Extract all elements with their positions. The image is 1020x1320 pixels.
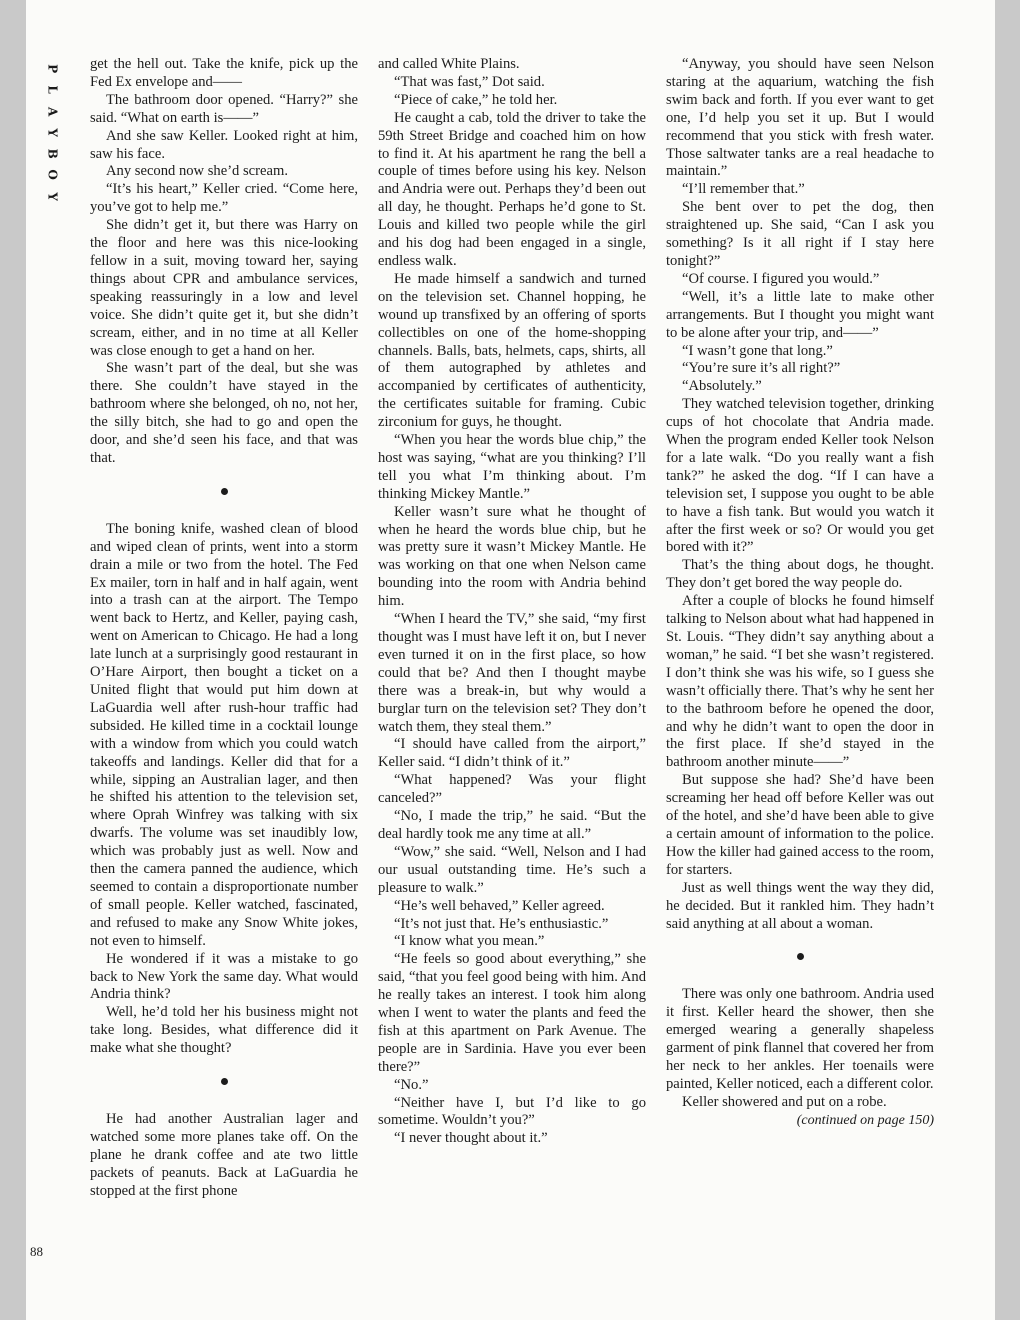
paragraph: “It’s not just that. He’s enthusiastic.” <box>394 915 609 932</box>
paragraph: “You’re sure it’s all right?” <box>682 360 841 377</box>
text-column-2 <box>378 56 646 1148</box>
paragraph: They watched television together, drinking cups of hot chocolate that Andria made. When the program ended Keller took Nelson for a late walk. “Do you really want a fish tank?” he asked the dog. “If I can have a television set, I suppose you ought to be able to have a fish tank. But would you watch it after the first week or so? Or would you get bored with it?” <box>666 396 934 556</box>
text-column-1 <box>90 56 358 1201</box>
paragraph: “I wasn’t gone that long.” <box>682 342 833 359</box>
brand-letter: O <box>45 169 60 181</box>
brand-letter: A <box>45 106 60 116</box>
paragraph: “It’s his heart,” Keller cried. “Come here, you’ve got to help me.” <box>90 181 358 216</box>
paragraph: He had another Australian lager and watched some more planes take off. On the plane he drank coffee and ate two little packets of peanuts. Back at LaGuardia he stopped at the first phone <box>90 1111 358 1199</box>
brand-letter: Y <box>45 128 60 137</box>
paragraph: But suppose she had? She’d have been screaming her head off before Keller was out of the hotel, and she’d have been able to give a certain amount of information to the police. How the killer had gained access to the room, for starters. <box>666 772 934 878</box>
paragraph: He made himself a sandwich and turned on the television set. Channel hopping, he wound up transfixed by an offering of sports collectibles on one of the home-shopping channels. Balls, bats, helmets, caps, shirts, all of them autographed by athletes and accompanied by certificates of authenticity, the certificates suitable for framing. Cubic zirconium for guys, he thought. <box>378 270 646 431</box>
paragraph: “Anyway, you should have seen Nelson staring at the aquarium, watching the fish swim back and forth. If you ever want to get one, I’d help you set it up. But I would recommend that you stick with fresh water. Those saltwater tanks are a real headache to maintain.” <box>666 56 934 180</box>
paragraph: “Neither have I, but I’d like to go sometime. Wouldn’t you?” <box>378 1094 646 1129</box>
text-column-3 <box>666 56 934 1130</box>
paragraph: “When I heard the TV,” she said, “my first thought was I must have left it on, but I never even turned it on in the first place, so how could that be? And then I thought maybe there was a break-in, but why would a burglar turn on the television set? They don’t watch them, they steal them.” <box>378 611 646 735</box>
paragraph: The boning knife, washed clean of blood and wiped clean of prints, went into a storm drain a mile or two from the hotel. The Fed Ex mailer, torn in half and in half again, went into a trash can at the airport. The Tempo went back to Hertz, and Keller, paying cash, went on American to Chicago. He had a long late lunch at a surprisingly good restaurant in O’Hare Airport, then bought a ticket on a United flight that would put him down at LaGuardia well after rush-hour traffic had subsided. He killed time in a cocktail lounge with a window from which you could watch takeoffs and landings. Keller did that for a while, sipping an Australian lager, and then he shifted his attention to the television set, where Oprah Winfrey was talking with six dwarfs. The volume was set inaudibly low, which was probably just as well. Now and then the camera panned the audience, which seemed to contain a disproportionate number of small people. Keller watched, fascinated, and refused to make any Snow White jokes, not even to himself. <box>90 520 358 949</box>
paragraph: Just as well things went the way they did, he decided. But it rankled him. They hadn’t said anything at all about a woman. <box>666 879 934 932</box>
paragraph: There was only one bathroom. Andria used it first. Keller heard the shower, then she emerged wearing a generally shapeless garment of pink flannel that covered her from her neck to her ankles. Her toenails were painted, Keller noticed, each a different color. <box>666 986 934 1092</box>
paragraph: “I know what you mean.” <box>394 933 545 950</box>
paragraph: That’s the thing about dogs, he thought. They don’t get bored the way people do. <box>666 557 934 592</box>
paragraph: “Piece of cake,” he told her. <box>394 91 558 108</box>
paragraph: “No.” <box>394 1076 429 1093</box>
paragraph: “Of course. I figured you would.” <box>682 270 880 287</box>
paragraph: get the hell out. Take the knife, pick up the Fed Ex envelope and—— <box>90 56 358 90</box>
paragraph: “No, I made the trip,” he said. “But the deal hardly took me any time at all.” <box>378 808 646 842</box>
paragraph: She didn’t get it, but there was Harry on the floor and here was this nice-looking fellow in a suit, moving toward her, saying things about CPR and ambulance services, speaking reassuringly in a low and level voice. She didn’t quite get it, but she didn’t scream, either, and in no time at all Keller was close enough to get a hand on her. <box>90 217 358 359</box>
section-break-bullet <box>90 468 358 521</box>
section-break-bullet <box>666 933 934 986</box>
paragraph: “I should have called from the airport,” Keller said. “I didn’t think of it.” <box>378 736 646 771</box>
paragraph: Any second now she’d scream. <box>106 163 288 180</box>
magazine-brand-vertical <box>44 58 60 207</box>
paragraph: After a couple of blocks he found himself talking to Nelson about what had happened in St. Louis. “They didn’t say anything about a woman,” he said. “I bet she wasn’t registered. I don’t think she was his wife, so I guess she wasn’t officially there. That’s why he sent her to the bathroom before he opened the door, and why he didn’t want to open the door in the first place. If she’d stayed in the bathroom another minute——” <box>666 593 935 771</box>
continued-note: (continued on page 150) <box>796 1112 934 1128</box>
paragraph: “Well, it’s a little late to make other arrangements. But I thought you might want to be alone after your trip, and——” <box>666 288 934 341</box>
brand-letter: P <box>45 64 60 74</box>
magazine-page <box>26 0 995 1320</box>
paragraph: “I’ll remember that.” <box>682 181 805 198</box>
section-break-bullet <box>90 1058 358 1111</box>
paragraph: “What happened? Was your flight canceled?” <box>378 772 646 807</box>
brand-letter: L <box>45 85 60 95</box>
paragraph: He wondered if it was a mistake to go back to New York the same day. What would Andria think? <box>90 950 358 1003</box>
paragraph: “When you hear the words blue chip,” the host was saying, “what are you thinking? I’ll tell you what I’m thinking about. I’m thinking Mickey Mantle.” <box>378 432 646 502</box>
brand-letter: Y <box>45 192 60 201</box>
paragraph: Keller wasn’t sure what he thought of when he heard the words blue chip, but he was pretty sure it wasn’t Mickey Mantle. He was working on that one when Nelson came bounding into the room with Andria behind him. <box>378 503 646 610</box>
paragraph: He caught a cab, told the driver to take the 59th Street Bridge and coached him on how to find it. At his apartment he rang the bell a couple of times before using his key. Nelson and Andria were out. Perhaps they’d been out all day, he thought. Perhaps he’d gone to St. Louis and killed two people while the girl and his dog had been engaged in a single, endless walk. <box>378 109 646 269</box>
paragraph: “Absolutely.” <box>682 378 762 395</box>
paragraph: and called White Plains. <box>378 56 520 72</box>
paragraph: “He feels so good about everything,” she said, “that you feel good being with him. And he really takes an interest. I took him along when I went to water the plants and feed the fish at this apartment on Park Avenue. The people are in Sardinia. Have you ever been there?” <box>378 951 646 1075</box>
paragraph: The bathroom door opened. “Harry?” she said. “What on earth is——” <box>90 91 358 126</box>
paragraph: “I never thought about it.” <box>394 1130 548 1147</box>
brand-letter: B <box>45 148 60 159</box>
paragraph: Keller showered and put on a robe. <box>682 1093 887 1110</box>
paragraph: “That was fast,” Dot said. <box>394 73 545 90</box>
paragraph: She bent over to pet the dog, then straightened up. She said, “Can I ask you something? Is it all right if I stay here tonight?” <box>666 199 934 269</box>
paragraph: And she saw Keller. Looked right at him, saw his face. <box>90 127 358 162</box>
paragraph: Well, he’d told her his business might not take long. Besides, what difference did it make what she thought? <box>90 1004 358 1057</box>
page-number: 88 <box>30 1244 43 1259</box>
paragraph: “He’s well behaved,” Keller agreed. <box>394 897 605 914</box>
paragraph: She wasn’t part of the deal, but she was there. She couldn’t have stayed in the bathroom where she belonged, oh no, not her, the silly bitch, she had to go and open the door, and she’d seen his face, and that was that. <box>90 360 358 466</box>
paragraph: “Wow,” she said. “Well, Nelson and I had our usual outstanding time. He’s such a pleasure to walk.” <box>378 843 646 896</box>
